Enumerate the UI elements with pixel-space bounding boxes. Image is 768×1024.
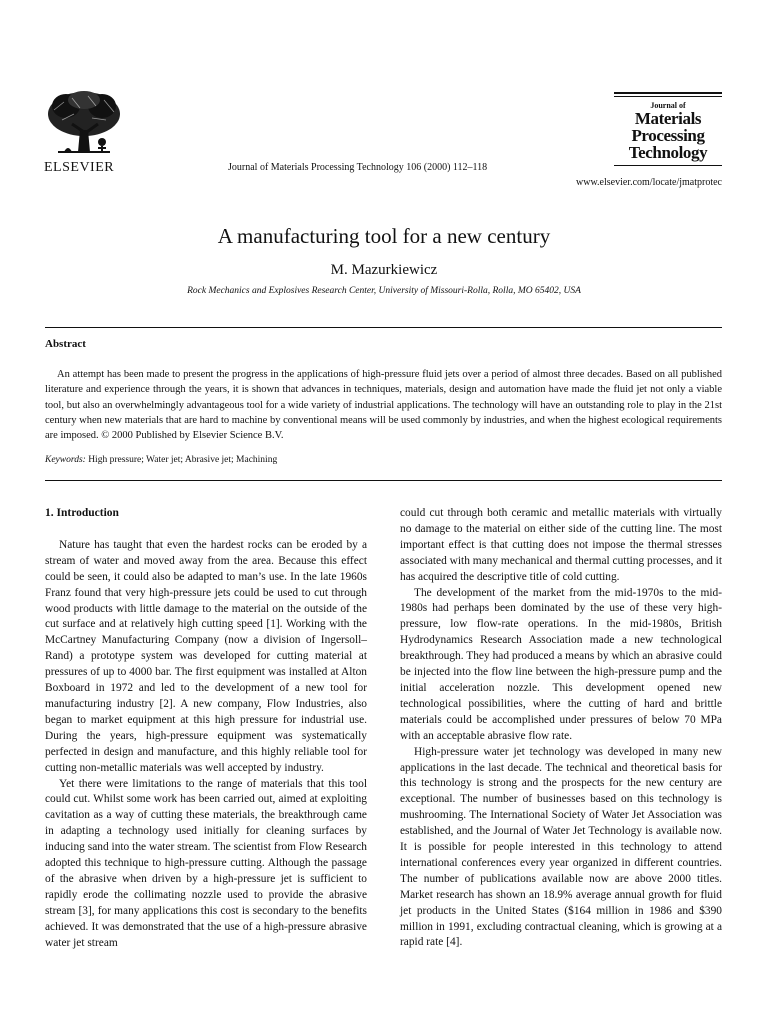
abstract-text: An attempt has been made to present the progress in the applications of high-pressure fluid jets over a period of almost three decades. Based on all published literature and experience through the years, it is shown that advances in techniques, materials, design and automation have made the fluid jet not only a viable tool, but also an overwhelmingly advantageous tool for a wide variety of industrial applications. The technology will have an outstanding role to play in the 21st century when new materials that are hard to machine by conventional means will be used commonly by industries, and when the highest ecological requirements are imposed. © 2000 Published by Elsevier Science B.V.	[45, 369, 722, 442]
body-paragraph: The development of the market from the mid-1970s to the mid-1980s had perhaps been dominated by the use of these very high-pressure, low flow-rate operations. In the mid-1980s, British Hydrodynamics Research Association made a new technological breakthrough. They had produced a means by which an abrasive could be injected into the flow line between the high-pressure pump and the initial acceleration nozzle. This development opened new technological possibilities, where the cutting of hard and brittle materials could be accomplished under pressures of below 70 MPa with an acceptable abrasive flow rate.	[400, 586, 722, 742]
section-heading: 1. Introduction	[45, 507, 119, 519]
author-affiliation: Rock Mechanics and Explosives Research Center, University of Missouri-Rolla, Rolla, MO 65402, USA	[187, 286, 581, 296]
abstract-heading: Abstract	[45, 338, 86, 350]
journal-citation: Journal of Materials Processing Technology 106 (2000) 112–118	[228, 162, 488, 173]
publisher-name: ELSEVIER	[44, 160, 115, 175]
article-title: A manufacturing tool for a new century	[217, 224, 551, 248]
divider	[45, 327, 722, 328]
keywords	[45, 455, 277, 465]
journal-title-line: Technology	[628, 143, 708, 162]
journal-box-rule	[614, 96, 722, 97]
divider	[45, 480, 722, 481]
body-column-right	[400, 506, 722, 951]
elsevier-tree-icon	[44, 90, 124, 158]
body-paragraph: Nature has taught that even the hardest rocks can be eroded by a stream of water and moved away from the area. Because this effect could be seen, it could also be adapted to man’s use. In the late 1960s Franz found that very high-pressure jets could be used to cut through wood products with little damage to the material on the outside of the cut surface and at relatively high cutting speed [1]. Working with the McCartney Manufacturing Company (now a division of Ingersoll–Rand) a prototype system was developed for cutting material at pressures of up to 4000 bar. The first equipment was installed at Alton Boxboard in 1972 and led to the development of a new tool for manufacturing industry [2]. A new company, Flow Industries, also began to market equipment at this high pressure for industrial use. During the years, high-pressure equipment was systematically perfected in design and manufacture, and this highly reliable tool for cutting non-metallic materials was well accepted by industry.	[45, 538, 367, 774]
body-paragraph: could cut through both ceramic and metallic materials with virtually no damage to the material on either side of the cutting line. The most important effect is that cutting does not impose the thermal stresses associated with many mechanical and thermal cutting processes, and it has acquired the descriptive title of cold cutting.	[400, 507, 722, 583]
body-paragraph: Yet there were limitations to the range of materials that this tool could cut. Whilst some work has been carried out, aimed at exploiting cavitation as a way of cutting these materials, the breakthrough came in adapting a technology used initially for cleaning surfaces by inducing sand into the water stream. The scientist from Flow Research adopted this technique to high-pressure cutting. Although the passage of the abrasive when driven by a high-pressure jet is sufficient to rapidly erode the collimating nozzle used to provide the abrasive stream [3], for many applications this cost is secondary to the benefits achieved. It was demonstrated that the use of a high-pressure abrasive water jet stream	[45, 777, 367, 949]
journal-box-rule	[614, 92, 722, 94]
publisher-logo	[44, 90, 126, 176]
keywords-list: High pressure; Water jet; Abrasive jet; Machining	[88, 455, 278, 465]
journal-title-line: Materials	[634, 109, 702, 128]
journal-box-rule	[614, 165, 722, 166]
article-author: M. Mazurkiewicz	[330, 262, 438, 278]
journal-of-label: Journal of	[650, 101, 686, 110]
journal-title-box	[614, 92, 722, 166]
journal-title-line: Processing	[631, 126, 705, 145]
keywords-label: Keywords:	[45, 455, 86, 465]
body-paragraph: High-pressure water jet technology was developed in many new applications in the last decade. The technical and theoretical basis for this technology is strong and the prospects for the new century are exceptional. The number of businesses based on this technology is mushrooming. The International Society of Water Jet Association was established, and the Journal of Water Jet Technology is available now. It is possible for people interested in this technology to attend international conferences every year organized in different countries. The number of publications available now are above 2000 titles. Market research has shown an 18.9% average annual growth for fluid jet products in the United States ($164 million in 1986 and $390 million in 1991, excluding contractual cleaning, which is growing at a rapid rate [4].	[400, 745, 722, 949]
body-column-left	[45, 506, 367, 951]
journal-url[interactable]: www.elsevier.com/locate/jmatprotec	[576, 177, 722, 188]
